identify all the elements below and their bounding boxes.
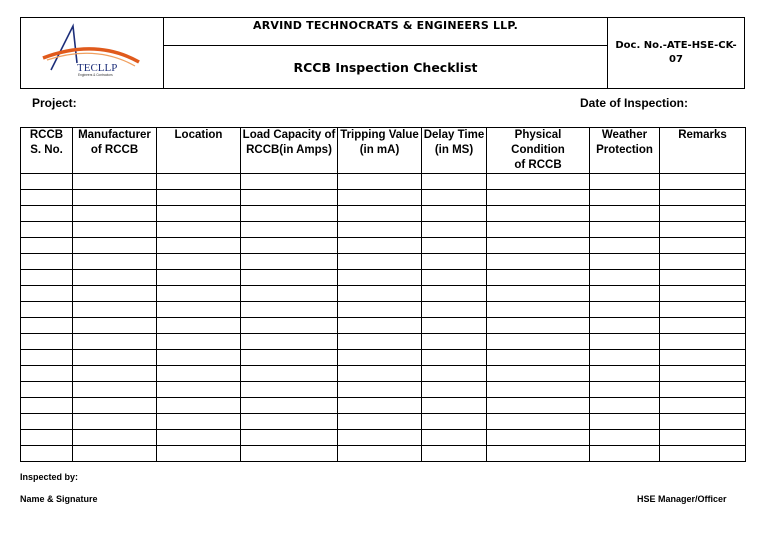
document-title-cell	[164, 46, 608, 89]
table-cell[interactable]	[73, 382, 157, 398]
table-cell[interactable]	[157, 430, 241, 446]
table-cell[interactable]	[338, 174, 422, 190]
table-cell[interactable]	[422, 430, 487, 446]
table-cell[interactable]	[660, 334, 746, 350]
table-cell[interactable]	[338, 414, 422, 430]
table-cell[interactable]	[21, 446, 73, 462]
table-cell[interactable]	[338, 318, 422, 334]
table-cell[interactable]	[73, 302, 157, 318]
table-cell[interactable]	[660, 414, 746, 430]
col-header-load-capacity: Load Capacity of RCCB(in Amps)	[241, 128, 338, 174]
table-cell[interactable]	[241, 302, 338, 318]
company-name: ARVIND TECHNOCRATS & ENGINEERS LLP.	[252, 19, 519, 32]
col-header-tripping-value: Tripping Value (in mA)	[338, 128, 422, 174]
table-cell[interactable]	[660, 238, 746, 254]
table-cell[interactable]	[241, 270, 338, 286]
table-cell[interactable]	[590, 302, 660, 318]
table-cell[interactable]	[660, 382, 746, 398]
table-cell[interactable]	[487, 206, 590, 222]
table-cell[interactable]	[422, 222, 487, 238]
table-row	[21, 430, 746, 446]
table-cell[interactable]	[660, 398, 746, 414]
col-header-physical-condition: Physical Condition of RCCB	[487, 128, 590, 174]
table-cell[interactable]	[157, 350, 241, 366]
table-row	[21, 334, 746, 350]
col-header-remarks: Remarks	[660, 128, 746, 174]
document-header	[20, 17, 745, 89]
table-cell[interactable]	[241, 366, 338, 382]
table-cell[interactable]	[660, 430, 746, 446]
table-cell[interactable]	[157, 174, 241, 190]
inspected-by-label: Inspected by:	[20, 472, 79, 482]
table-cell[interactable]	[73, 398, 157, 414]
table-cell[interactable]	[590, 398, 660, 414]
table-cell[interactable]	[21, 206, 73, 222]
table-cell[interactable]	[487, 270, 590, 286]
table-cell[interactable]	[487, 366, 590, 382]
table-cell[interactable]	[590, 318, 660, 334]
table-cell[interactable]	[241, 334, 338, 350]
hse-manager-label: HSE Manager/Officer	[637, 494, 727, 504]
table-cell[interactable]	[338, 430, 422, 446]
table-cell[interactable]	[660, 446, 746, 462]
table-cell[interactable]	[422, 318, 487, 334]
table-cell[interactable]	[590, 366, 660, 382]
table-cell[interactable]	[422, 206, 487, 222]
table-cell[interactable]	[73, 254, 157, 270]
table-cell[interactable]	[73, 190, 157, 206]
table-row	[21, 190, 746, 206]
table-header-row	[21, 128, 746, 174]
table-cell[interactable]	[422, 302, 487, 318]
table-cell[interactable]	[487, 254, 590, 270]
table-cell[interactable]	[241, 318, 338, 334]
table-row	[21, 302, 746, 318]
table-cell[interactable]	[487, 382, 590, 398]
table-row	[21, 270, 746, 286]
table-cell[interactable]	[338, 334, 422, 350]
table-cell[interactable]	[422, 446, 487, 462]
table-cell[interactable]	[338, 190, 422, 206]
table-cell[interactable]	[157, 382, 241, 398]
table-cell[interactable]	[21, 302, 73, 318]
logo-tagline: Engineers & Contractors	[78, 73, 113, 77]
table-cell[interactable]	[338, 286, 422, 302]
table-cell[interactable]	[157, 286, 241, 302]
table-cell[interactable]	[422, 382, 487, 398]
table-cell[interactable]	[157, 254, 241, 270]
table-cell[interactable]	[157, 414, 241, 430]
table-cell[interactable]	[660, 302, 746, 318]
table-cell[interactable]	[241, 222, 338, 238]
table-cell[interactable]	[487, 190, 590, 206]
table-cell[interactable]	[422, 366, 487, 382]
table-cell[interactable]	[241, 414, 338, 430]
table-cell[interactable]	[338, 398, 422, 414]
table-cell[interactable]	[157, 398, 241, 414]
table-cell[interactable]	[590, 174, 660, 190]
table-cell[interactable]	[73, 270, 157, 286]
table-cell[interactable]	[590, 350, 660, 366]
table-cell[interactable]	[73, 318, 157, 334]
table-cell[interactable]	[157, 222, 241, 238]
table-cell[interactable]	[338, 446, 422, 462]
table-cell[interactable]	[660, 286, 746, 302]
table-cell[interactable]	[487, 174, 590, 190]
table-cell[interactable]	[422, 270, 487, 286]
table-cell[interactable]	[241, 350, 338, 366]
table-cell[interactable]	[422, 350, 487, 366]
table-cell[interactable]	[241, 398, 338, 414]
table-cell[interactable]	[487, 446, 590, 462]
table-cell[interactable]	[73, 238, 157, 254]
table-row	[21, 286, 746, 302]
col-header-sno: RCCB S. No.	[21, 128, 73, 174]
table-row	[21, 382, 746, 398]
logo-cell	[21, 18, 164, 89]
document-title: RCCB Inspection Checklist	[293, 59, 478, 75]
table-cell[interactable]	[157, 206, 241, 222]
table-cell[interactable]	[21, 238, 73, 254]
table-cell[interactable]	[73, 174, 157, 190]
table-row	[21, 350, 746, 366]
table-cell[interactable]	[241, 238, 338, 254]
table-cell[interactable]	[73, 446, 157, 462]
table-cell[interactable]	[590, 206, 660, 222]
table-cell[interactable]	[660, 190, 746, 206]
table-cell[interactable]	[157, 270, 241, 286]
table-row	[21, 174, 746, 190]
table-cell[interactable]	[21, 190, 73, 206]
doc-number: Doc. No.-ATE-HSE-CK-07	[615, 40, 737, 65]
table-row	[21, 318, 746, 334]
table-cell[interactable]	[73, 286, 157, 302]
table-cell[interactable]	[241, 430, 338, 446]
table-cell[interactable]	[157, 318, 241, 334]
table-cell[interactable]	[487, 238, 590, 254]
table-cell[interactable]	[73, 366, 157, 382]
table-cell[interactable]	[21, 222, 73, 238]
col-header-delay-time: Delay Time (in MS)	[422, 128, 487, 174]
table-cell[interactable]	[338, 270, 422, 286]
table-cell[interactable]	[73, 350, 157, 366]
logo-text: TECLLP	[77, 62, 118, 74]
table-cell[interactable]	[241, 446, 338, 462]
table-row	[21, 206, 746, 222]
table-cell[interactable]	[241, 174, 338, 190]
table-cell[interactable]	[157, 366, 241, 382]
table-cell[interactable]	[487, 302, 590, 318]
table-cell[interactable]	[338, 254, 422, 270]
table-cell[interactable]	[21, 398, 73, 414]
table-cell[interactable]	[590, 382, 660, 398]
table-cell[interactable]	[21, 270, 73, 286]
table-cell[interactable]	[422, 286, 487, 302]
table-cell[interactable]	[241, 254, 338, 270]
table-cell[interactable]	[338, 302, 422, 318]
table-row	[21, 222, 746, 238]
table-cell[interactable]	[241, 206, 338, 222]
table-cell[interactable]	[590, 286, 660, 302]
table-cell[interactable]	[422, 334, 487, 350]
table-cell[interactable]	[487, 350, 590, 366]
table-cell[interactable]	[660, 254, 746, 270]
table-row	[21, 254, 746, 270]
table-cell[interactable]	[487, 398, 590, 414]
table-cell[interactable]	[73, 222, 157, 238]
table-cell[interactable]	[21, 318, 73, 334]
table-row	[21, 238, 746, 254]
table-cell[interactable]	[660, 366, 746, 382]
table-cell[interactable]	[21, 382, 73, 398]
table-cell[interactable]	[590, 414, 660, 430]
table-cell[interactable]	[660, 318, 746, 334]
table-cell[interactable]	[21, 430, 73, 446]
table-cell[interactable]	[422, 190, 487, 206]
table-cell[interactable]	[590, 238, 660, 254]
table-cell[interactable]	[487, 222, 590, 238]
table-cell[interactable]	[487, 414, 590, 430]
table-cell[interactable]	[338, 222, 422, 238]
table-cell[interactable]	[21, 174, 73, 190]
table-row	[21, 366, 746, 382]
table-cell[interactable]	[660, 270, 746, 286]
table-cell[interactable]	[338, 382, 422, 398]
col-header-weather-protection: Weather Protection	[590, 128, 660, 174]
table-row	[21, 414, 746, 430]
table-cell[interactable]	[157, 238, 241, 254]
date-of-inspection-label: Date of Inspection:	[580, 96, 689, 110]
table-row	[21, 446, 746, 462]
table-cell[interactable]	[338, 238, 422, 254]
table-cell[interactable]	[422, 254, 487, 270]
table-cell[interactable]	[338, 206, 422, 222]
table-cell[interactable]	[73, 206, 157, 222]
table-cell[interactable]	[241, 382, 338, 398]
table-cell[interactable]	[241, 286, 338, 302]
table-cell[interactable]	[338, 366, 422, 382]
table-cell[interactable]	[21, 286, 73, 302]
table-cell[interactable]	[21, 350, 73, 366]
table-cell[interactable]	[21, 254, 73, 270]
company-name-cell	[164, 18, 608, 46]
inspection-table	[20, 127, 746, 462]
table-cell[interactable]	[660, 222, 746, 238]
col-header-manufacturer: Manufacturer of RCCB	[73, 128, 157, 174]
table-cell[interactable]	[157, 190, 241, 206]
company-logo	[21, 18, 163, 83]
table-row	[21, 398, 746, 414]
table-cell[interactable]	[73, 414, 157, 430]
table-cell[interactable]	[422, 174, 487, 190]
table-cell[interactable]	[157, 446, 241, 462]
project-label: Project:	[32, 96, 77, 110]
table-cell[interactable]	[660, 350, 746, 366]
table-cell[interactable]	[241, 190, 338, 206]
table-cell[interactable]	[338, 350, 422, 366]
table-cell[interactable]	[590, 334, 660, 350]
table-cell[interactable]	[422, 398, 487, 414]
table-cell[interactable]	[422, 238, 487, 254]
table-cell[interactable]	[590, 222, 660, 238]
table-cell[interactable]	[487, 334, 590, 350]
table-cell[interactable]	[73, 430, 157, 446]
table-cell[interactable]	[487, 318, 590, 334]
name-signature-label: Name & Signature	[20, 494, 98, 504]
table-cell[interactable]	[590, 430, 660, 446]
table-cell[interactable]	[590, 270, 660, 286]
table-cell[interactable]	[487, 286, 590, 302]
table-cell[interactable]	[422, 414, 487, 430]
table-cell[interactable]	[660, 206, 746, 222]
table-cell[interactable]	[590, 446, 660, 462]
table-cell[interactable]	[660, 174, 746, 190]
table-cell[interactable]	[21, 366, 73, 382]
table-cell[interactable]	[487, 430, 590, 446]
table-cell[interactable]	[590, 254, 660, 270]
doc-number-cell	[608, 18, 745, 89]
table-cell[interactable]	[21, 334, 73, 350]
table-cell[interactable]	[590, 190, 660, 206]
table-cell[interactable]	[157, 334, 241, 350]
table-cell[interactable]	[73, 334, 157, 350]
col-header-location: Location	[157, 128, 241, 174]
table-cell[interactable]	[157, 302, 241, 318]
table-cell[interactable]	[21, 414, 73, 430]
